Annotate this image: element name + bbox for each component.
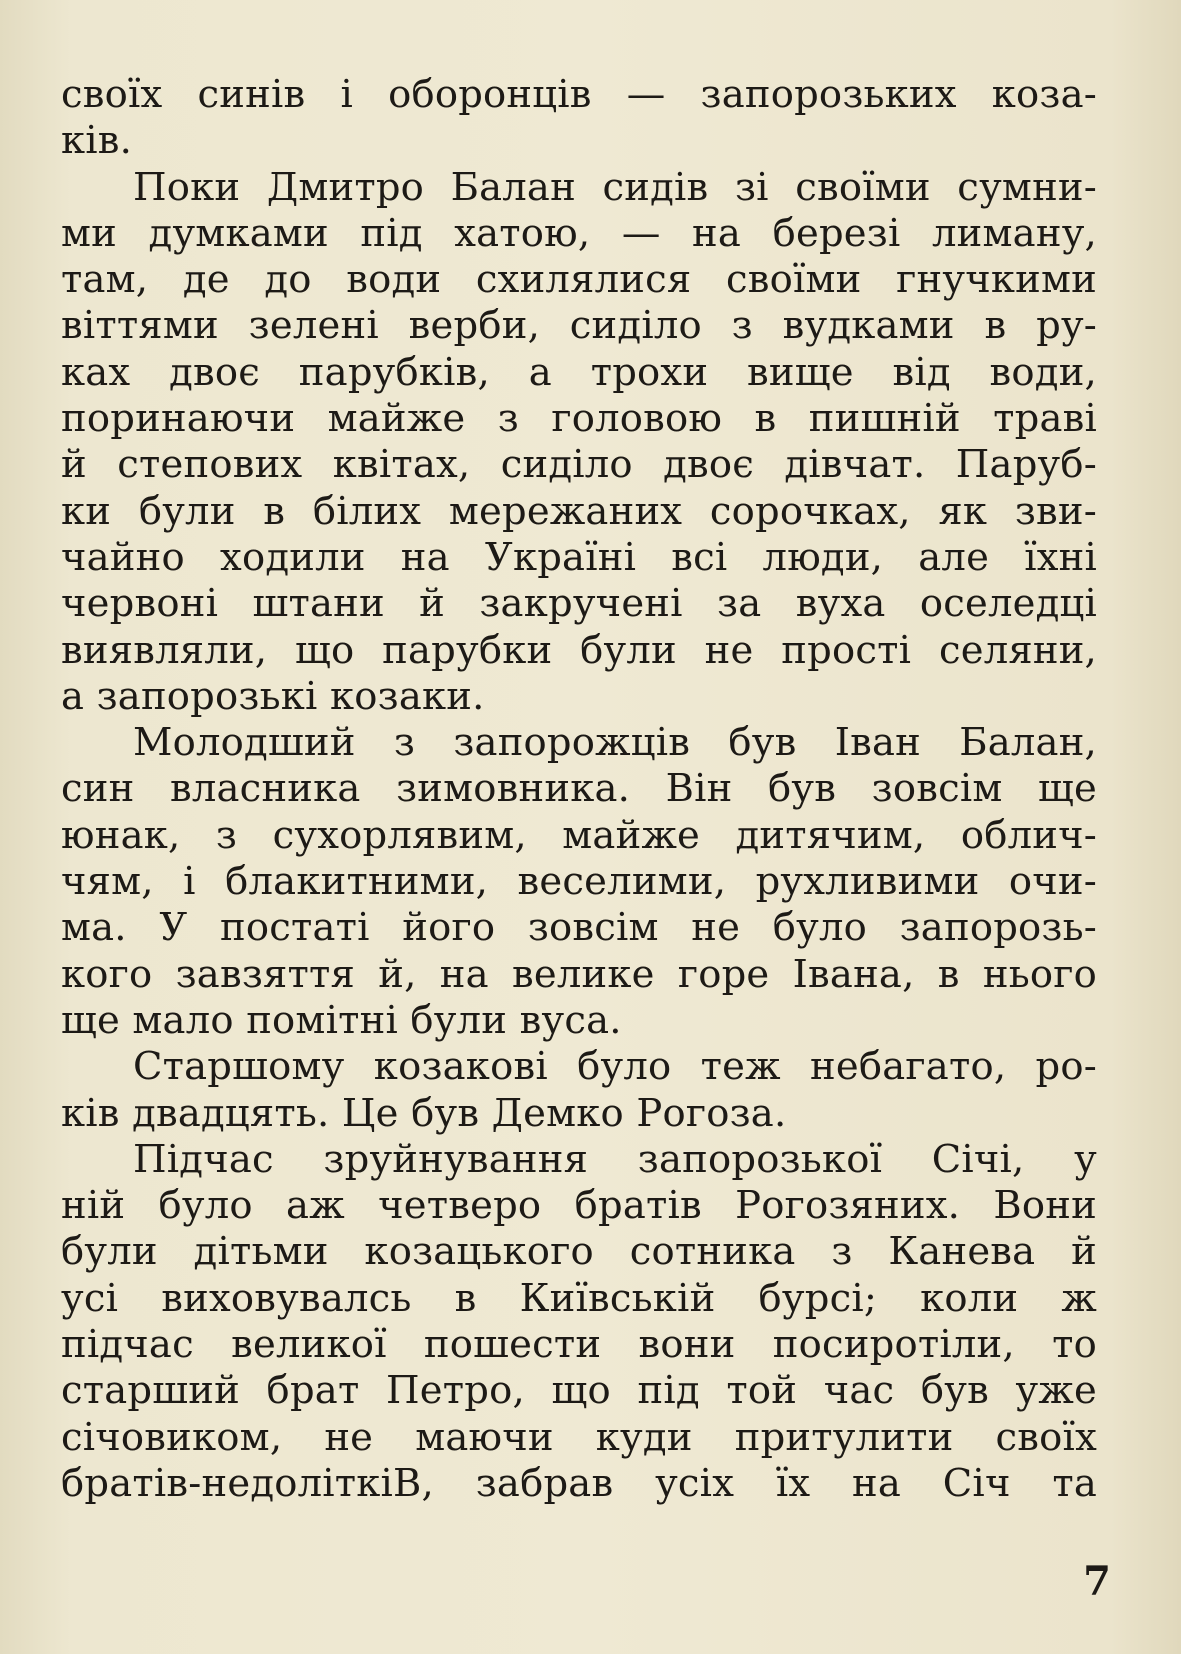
text-line: Підчас зруйнування запорозької Січі, у [133,1136,1097,1182]
text-line: Молодший з запорожців був Іван Балан, [133,720,1097,766]
text-line: ній було аж четверо братів Рогозяних. Вони [61,1183,1097,1229]
text-line: Старшому козакові було теж небагато, ро- [133,1044,1097,1090]
text-line: чям, і блакитними, веселими, рухливими очи- [61,859,1097,905]
text-line: січовиком, не маючи куди притулити своїх [61,1414,1097,1460]
text-line: усі виховувалсь в Київській бурсі; коли ж [61,1275,1097,1321]
text-line: червоні штани й закручені за вуха оселедці [61,581,1097,627]
text-line: ки були в білих мережаних сорочках, як зви- [61,488,1097,534]
body-text [61,72,1097,1507]
text-line: ків двадцять. Це був Демко Рогоза. [61,1090,787,1136]
text-line: й степових квітах, сиділо двоє дівчат. Паруб- [61,442,1097,488]
text-line: кого завзяття й, на велике горе Івана, в нього [61,951,1097,997]
text-line: братів-недоліткіВ, забрав усіх їх на Січ та [61,1460,1097,1506]
text-line: чайно ходили на Україні всі люди, але їхні [61,534,1097,580]
text-line: а запорозькі козаки. [61,673,485,719]
text-line: старший брат Петро, що під той час був уже [61,1368,1097,1414]
text-line: своїх синів і оборонців — запорозьких коза- [61,72,1097,117]
text-line: виявляли, що парубки були не прості селяни, [61,627,1097,673]
text-line: там, де до води схилялися своїми гнучкими [61,257,1097,303]
text-line: віттями зелені верби, сиділо з вудками в ру- [61,303,1097,349]
text-line: були дітьми козацького сотника з Канева й [61,1229,1097,1275]
text-line: ків. [61,118,133,164]
text-line: підчас великої пошести вони посиротіли, то [61,1322,1097,1368]
text-line: поринаючи майже з головою в пишній траві [61,396,1097,442]
text-line: ма. У постаті його зовсім не було запорозь- [61,905,1097,951]
text-line: ках двоє парубків, а трохи вище від води, [61,349,1097,395]
page-number: 7 [1083,1558,1111,1605]
text-line: ми думками під хатою, — на березі лиману, [61,210,1097,256]
text-line: юнак, з сухорлявим, майже дитячим, облич- [61,812,1097,858]
text-line: ще мало помітні були вуса. [61,997,622,1043]
text-line: Поки Дмитро Балан сидів зі своїми сумни- [133,164,1097,210]
text-line: син власника зимовника. Він був зовсім ще [61,766,1097,812]
